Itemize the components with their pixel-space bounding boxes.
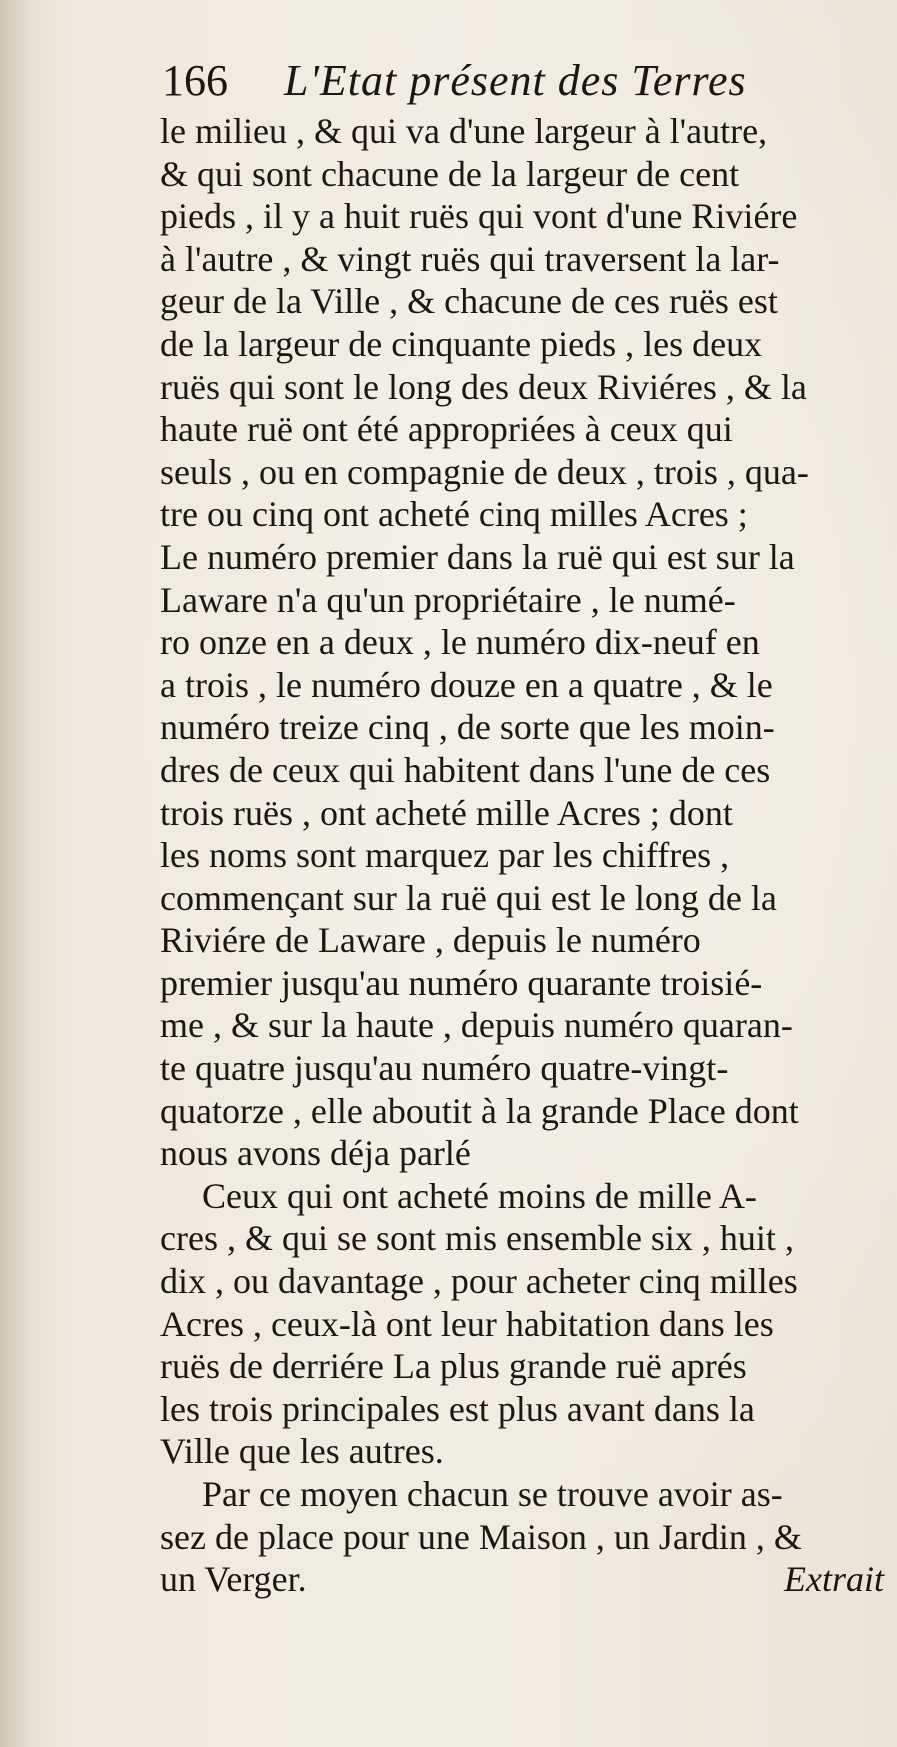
text-line: nous avons déja parlé: [160, 1133, 471, 1174]
text-line: quatorze , elle aboutit à la grande Place dont: [160, 1090, 799, 1131]
text-line: sez de place pour une Maison , un Jardin , &: [160, 1516, 802, 1557]
text-line: me , & sur la haute , depuis numéro quaran-: [160, 1005, 793, 1046]
final-line-row: [160, 1558, 890, 1601]
binding-gutter: [0, 0, 30, 1747]
text-line: cres , & qui se sont mis ensemble six , huit ,: [160, 1218, 794, 1259]
text-line: Le numéro premier dans la ruë qui est sur la: [160, 536, 795, 577]
text-line: à l'autre , & vingt ruës qui traversent la lar-: [160, 238, 780, 279]
text-line: a trois , le numéro douze en a quatre , & le: [160, 664, 773, 705]
text-line: commençant sur la ruë qui est le long de la: [160, 877, 777, 918]
text-line: les trois principales est plus avant dans la: [160, 1388, 755, 1429]
text-line: ruës de derriére La plus grande ruë aprés: [160, 1346, 747, 1387]
text-line: trois ruës , ont acheté mille Acres ; dont: [160, 792, 733, 833]
body-text: [160, 110, 890, 1601]
text-line: de la largeur de cinquante pieds , les deux: [160, 323, 763, 364]
text-line: & qui sont chacune de la largeur de cent: [160, 153, 740, 194]
text-line: Acres , ceux-là ont leur habitation dans les: [160, 1303, 774, 1344]
page-number: 166: [162, 56, 228, 105]
text-line: geur de la Ville , & chacune de ces ruës est: [160, 281, 778, 322]
paragraph-start-line: Par ce moyen chacun se trouve avoir as-: [202, 1474, 783, 1514]
text-line: haute ruë ont été appropriées à ceux qui: [160, 409, 733, 450]
text-line: Ville que les autres.: [160, 1431, 444, 1472]
running-head: L'Etat présent des Terres: [284, 56, 747, 105]
text-line: tre ou cinq ont acheté cinq milles Acres ;: [160, 494, 748, 535]
text-line: ruës qui sont le long des deux Riviéres , & la: [160, 366, 807, 407]
text-line: pieds , il y a huit ruës qui vont d'une Riviére: [160, 196, 798, 237]
text-line: premier jusqu'au numéro quarante troisié-: [160, 962, 763, 1003]
catchword: Extrait: [784, 1559, 884, 1600]
text-line: le milieu , & qui va d'une largeur à l'autre,: [160, 111, 768, 151]
text-line: dix , ou davantage , pour acheter cinq milles: [160, 1261, 798, 1302]
text-line: seuls , ou en compagnie de deux , trois , qua-: [160, 451, 809, 492]
text-line: ro onze en a deux , le numéro dix-neuf en: [160, 622, 760, 663]
text-line: numéro treize cinq , de sorte que les moin-: [160, 707, 775, 748]
text-line: Riviére de Laware , depuis le numéro: [160, 920, 701, 961]
text-line: dres de ceux qui habitent dans l'une de ces: [160, 749, 771, 790]
text-line: Laware n'a qu'un propriétaire , le numé-: [160, 579, 736, 620]
paragraph-start-line: Ceux qui ont acheté moins de mille A-: [202, 1175, 757, 1216]
page-header: [162, 50, 882, 112]
text-line: les noms sont marquez par les chiffres ,: [160, 835, 730, 876]
text-line: un Verger.: [160, 1559, 307, 1600]
text-line: te quatre jusqu'au numéro quatre-vingt-: [160, 1048, 729, 1089]
